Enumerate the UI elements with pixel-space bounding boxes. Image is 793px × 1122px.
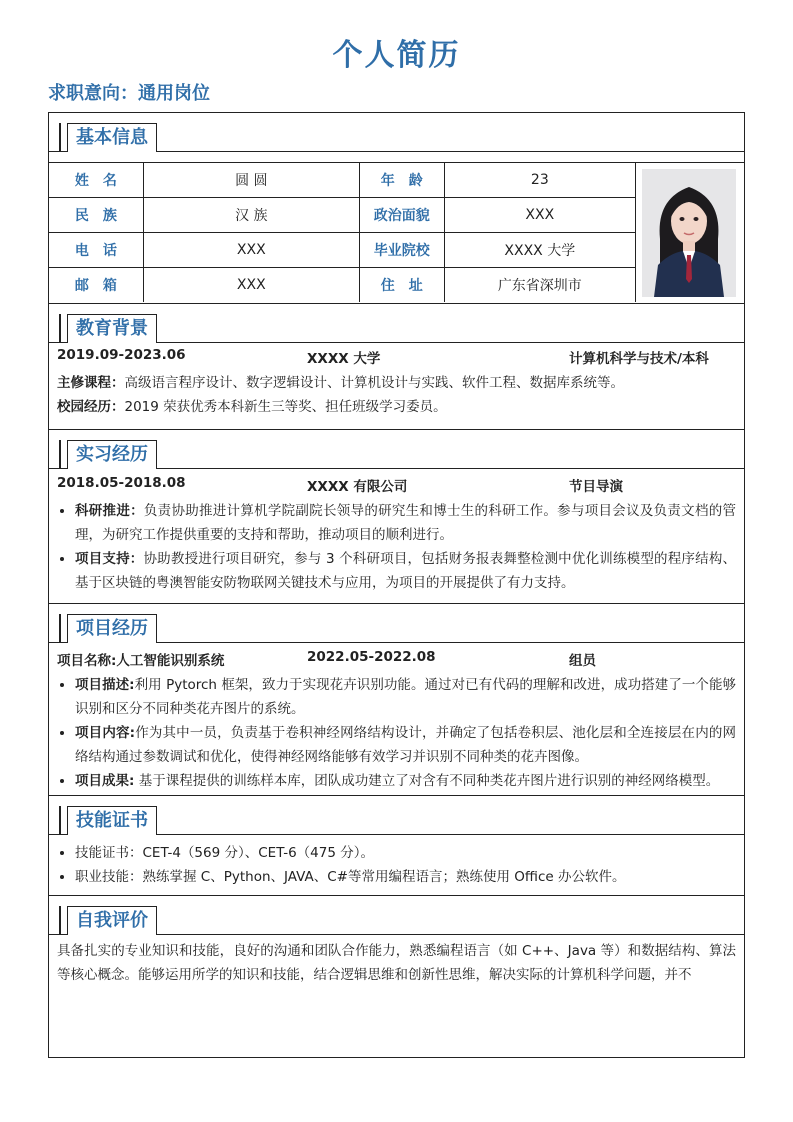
section-skills [49, 795, 744, 895]
section-title-self: 自我评价 [67, 906, 157, 935]
project-name: 项目名称:人工智能识别系统 [57, 653, 225, 669]
internship-list [49, 499, 744, 595]
internship-date: 2018.05-2018.08 [57, 475, 186, 491]
section-title-basic: 基本信息 [67, 123, 157, 152]
ethnicity-value: 汉 族 [143, 198, 359, 233]
section-title-education: 教育背景 [67, 314, 157, 343]
resume-frame [48, 112, 745, 1058]
ethnicity-label: 民 族 [49, 198, 143, 233]
table-row [49, 163, 636, 198]
page-title: 个人简历 [332, 38, 461, 73]
education-header-row [57, 347, 736, 371]
list-item: • 职业技能：熟练掌握 C、Python、JAVA、C#等常用编程语言；熟练使用 Office 办公软件。 [75, 865, 736, 889]
school-label: 毕业院校 [359, 233, 444, 268]
email-label: 邮 箱 [49, 268, 143, 303]
education-school: XXXX 大学 [307, 351, 381, 367]
list-item: • 技能证书：CET-4（569 分）、CET-6（475 分）。 [75, 841, 736, 865]
age-label: 年 龄 [359, 163, 444, 198]
section-basic-info [49, 113, 744, 303]
list-item: • 项目支持：协助教授进行项目研究，参与 3 个科研项目，包括财务报表舞整检测中优化训练模型的程序结构、基于区块链的粤澳智能安防物联网关键技术与应用，为项目的开展提供了有力支持。 [75, 547, 736, 595]
skills-list [49, 841, 744, 889]
address-label: 住 址 [359, 268, 444, 303]
section-project [49, 603, 744, 795]
section-title-project: 项目经历 [67, 614, 157, 643]
self-evaluation-text: 具备扎实的专业知识和技能，良好的沟通和团队合作能力，熟悉编程语言（如 C++、Java 等）和数据结构、算法等核心概念。能够运用所学的知识和技能，结合逻辑思维和创新性思维，解决实际的计算机科学问题，并不 [57, 943, 736, 983]
political-value: XXX [444, 198, 635, 233]
table-row [49, 233, 636, 268]
project-list [49, 673, 744, 793]
courses-label: 主修课程： [57, 375, 125, 391]
name-label: 姓 名 [49, 163, 143, 198]
campus-text: 2019 荣获优秀本科新生三等奖、担任班级学习委员。 [124, 399, 447, 415]
internship-company: XXXX 有限公司 [307, 479, 408, 495]
phone-label: 电 话 [49, 233, 143, 268]
section-title-internship: 实习经历 [67, 440, 157, 469]
education-date: 2019.09-2023.06 [57, 347, 186, 363]
section-title-skills: 技能证书 [67, 806, 157, 835]
school-value: XXXX 大学 [444, 233, 635, 268]
profile-photo [642, 169, 736, 297]
courses-line [57, 371, 736, 395]
section-education [49, 303, 744, 425]
basic-info-table [49, 163, 744, 303]
job-intent: 求职意向：通用岗位 [48, 83, 210, 104]
project-role: 组员 [569, 653, 596, 669]
list-item: • 项目描述:利用 Pytorch 框架，致力于实现花卉识别功能。通过对已有代码的理解和改进，成功搭建了一个能够识别和区分不同种类花卉图片的系统。 [75, 673, 736, 721]
project-date: 2022.05-2022.08 [307, 649, 436, 665]
political-label: 政治面貌 [359, 198, 444, 233]
table-row [49, 268, 636, 303]
internship-header-row [49, 475, 744, 499]
courses-text: 高级语言程序设计、数字逻辑设计、计算机设计与实践、软件工程、数据库系统等。 [124, 375, 624, 391]
phone-value: XXX [143, 233, 359, 268]
name-value: 圆 圆 [143, 163, 359, 198]
list-item: • 项目内容:作为其中一员，负责基于卷积神经网络结构设计，并确定了包括卷积层、池化层和全连接层在内的网络结构通过参数调试和优化，使得神经网络能够有效学习并识别不同种类的花卉图像。 [75, 721, 736, 769]
project-header-row [49, 649, 744, 673]
email-value: XXX [143, 268, 359, 303]
internship-role: 节目导演 [569, 479, 623, 495]
age-value: 23 [444, 163, 635, 198]
list-item: • 项目成果: 基于课程提供的训练样本库，团队成功建立了对含有不同种类花卉图片进行识别的神经网络模型。 [75, 769, 736, 793]
table-row [49, 198, 636, 233]
campus-line [57, 395, 736, 419]
campus-label: 校园经历： [57, 399, 125, 415]
education-major: 计算机科学与技术/本科 [569, 351, 709, 367]
address-value: 广东省深圳市 [444, 268, 635, 303]
list-item: • 科研推进：负责协助推进计算机学院副院长领导的研究生和博士生的科研工作。参与项目会议及负责文档的管理，为研究工作提供重要的支持和帮助，推动项目的顺利进行。 [75, 499, 736, 547]
section-self-evaluation [49, 895, 744, 991]
section-internship [49, 429, 744, 603]
